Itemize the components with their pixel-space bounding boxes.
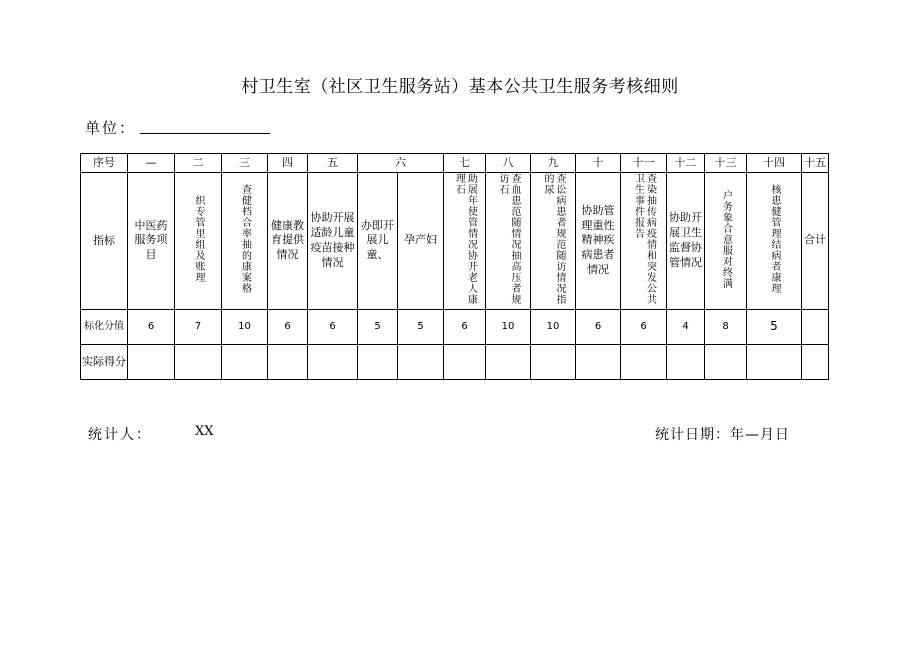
seq-cell: 四 <box>268 154 308 173</box>
score-label: 标化分值 <box>81 309 128 344</box>
indicator-cell: 查健档合率抽的康案格 <box>239 184 251 294</box>
seq-cell: 九 <box>531 154 576 173</box>
seq-cell: 五 <box>308 154 358 173</box>
score-cell: 5 <box>358 309 398 344</box>
score-cell: 10 <box>486 309 531 344</box>
indicator-cell: 核患健管理结病者康理 <box>769 184 780 294</box>
indicator-cell: 办即开展儿童、 <box>361 218 394 262</box>
indicator-cell: 协助管理重性精神疾病患者情况 <box>581 203 615 277</box>
actual-cell[interactable] <box>747 344 802 379</box>
indicator-cell: 助展年使管情况协开老人康理石 <box>453 173 477 305</box>
actual-cell[interactable] <box>576 344 621 379</box>
actual-cell[interactable] <box>444 344 486 379</box>
seq-cell: 三 <box>222 154 268 173</box>
seq-cell: 十三 <box>705 154 747 173</box>
actual-cell[interactable] <box>531 344 576 379</box>
score-cell: 6 <box>444 309 486 344</box>
actual-row <box>81 344 829 379</box>
score-cell: 8 <box>705 309 747 344</box>
indicator-row <box>81 173 829 310</box>
actual-cell[interactable] <box>128 344 175 379</box>
actual-cell[interactable] <box>398 344 444 379</box>
total-label: 合计 <box>804 233 826 247</box>
stat-date: 统计日期：年—月日 <box>655 427 790 443</box>
indicator-cell: 查染抽传病疫情和突发公共卫生事件报告 <box>632 173 656 305</box>
indicator-cell: 中医药服务项目 <box>134 218 168 262</box>
actual-cell[interactable] <box>486 344 531 379</box>
actual-cell[interactable] <box>358 344 398 379</box>
actual-cell[interactable] <box>705 344 747 379</box>
seq-cell: 十二 <box>667 154 705 173</box>
seq-cell: 十 <box>576 154 621 173</box>
score-cell: 5 <box>747 309 802 344</box>
score-row <box>81 309 829 344</box>
page-title: 村卫生室（社区卫生服务站）基本公共卫生服务考核细则 <box>241 77 679 97</box>
seq-cell: 十五 <box>802 154 829 173</box>
indicator-cell: 查血患范随情况抽高压者规访石 <box>497 173 520 305</box>
seq-label: 序号 <box>81 154 128 173</box>
indicator-cell: 织专管里组及账理 <box>193 195 204 283</box>
score-cell: 6 <box>576 309 621 344</box>
indicator-label: 指标 <box>81 173 128 310</box>
seq-cell: 十一 <box>621 154 667 173</box>
score-cell: 7 <box>175 309 222 344</box>
actual-label: 实际得分 <box>81 344 128 379</box>
actual-cell[interactable] <box>667 344 705 379</box>
actual-cell[interactable] <box>308 344 358 379</box>
actual-cell[interactable] <box>222 344 268 379</box>
seq-cell: 八 <box>486 154 531 173</box>
score-cell: 6 <box>128 309 175 344</box>
score-cell: 5 <box>398 309 444 344</box>
unit-blank-line <box>140 133 270 134</box>
score-cell: 6 <box>621 309 667 344</box>
stat-person-value: XX <box>195 424 214 439</box>
score-cell-total[interactable] <box>802 309 829 344</box>
stat-person-label: 统计人： <box>88 427 152 443</box>
seq-cell: 二 <box>175 154 222 173</box>
score-cell: 6 <box>268 309 308 344</box>
indicator-cell: 户务象合意服对终满 <box>720 189 732 289</box>
indicator-cell: 查讼病患者规范随访情况指的尿 <box>542 173 565 305</box>
score-cell: 10 <box>222 309 268 344</box>
actual-cell[interactable] <box>175 344 222 379</box>
actual-cell[interactable] <box>621 344 667 379</box>
assessment-table <box>80 153 829 380</box>
seq-cell: 七 <box>444 154 486 173</box>
unit-label: 单位： <box>85 119 137 137</box>
indicator-cell: 协助开展适龄儿童疫苗接种情况 <box>310 211 355 269</box>
seq-cell: — <box>128 154 175 173</box>
seq-cell: 十四 <box>747 154 802 173</box>
actual-cell-total[interactable] <box>802 344 829 379</box>
indicator-cell: 协助开展卫生监督协管情况 <box>669 211 702 269</box>
score-cell: 6 <box>308 309 358 344</box>
score-cell: 4 <box>667 309 705 344</box>
indicator-cell: 孕产妇 <box>404 233 437 247</box>
indicator-cell: 健康教育提供情况 <box>271 218 304 262</box>
seq-row <box>81 154 829 173</box>
actual-cell[interactable] <box>268 344 308 379</box>
seq-cell: 六 <box>358 154 444 173</box>
score-cell: 10 <box>531 309 576 344</box>
